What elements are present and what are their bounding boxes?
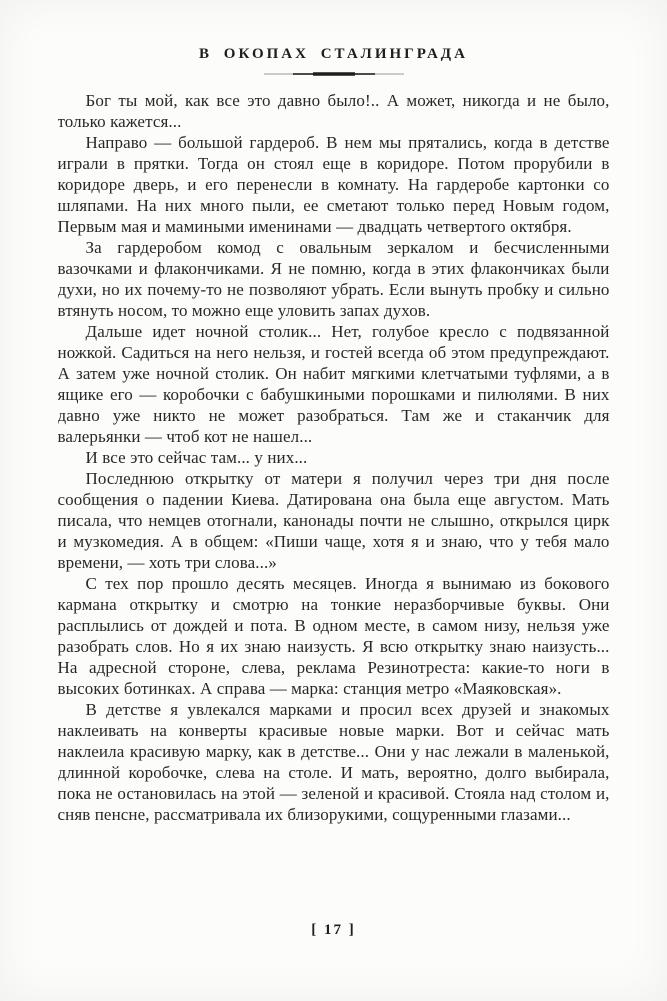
tapered-rule-icon	[263, 70, 405, 78]
body-text	[58, 90, 610, 825]
paragraph-6: Последнюю открытку от матери я получил через три дня после сообщения о падении Киева. Датирована она была еще августом. Мать писала, что немцев отогнали, канонады почти не слышно, открылся цирк и музкомедия. А в общем: «Пиши чаще, хотя я и знаю, что у тебя мало времени, — хоть три слова...»	[57, 469, 610, 572]
running-title: В ОКОПАХ СТАЛИНГРАДА	[199, 46, 468, 62]
paragraph-3: За гардеробом комод с овальным зеркалом и бесчисленными вазочками и флакончиками. Я не помню, когда в этих флакончиках были духи, но их почему-то не позволяют убрать. Если вынуть пробку и сильно втянуть носом, то можно еще уловить запах духов.	[57, 238, 610, 320]
page-number: [ 17 ]	[311, 922, 356, 938]
paragraph-4: Дальше идет ночной столик... Нет, голубое кресло с подвязанной ножкой. Садиться на него нельзя, и гостей всегда об этом предупреждают. А затем уже ночной столик. Он набит мягкими клетчатыми туфлями, а в ящике его — коробочки с бабушкиными порошками и пилюлями. В них давно уже никто не может разобраться. Там же и стаканчик для валерьянки — чтоб кот не нашел...	[57, 322, 610, 446]
paragraph-7: С тех пор прошло десять месяцев. Иногда я вынимаю из бокового кармана открытку и смотрю на тонкие неразборчивые буквы. Они расплылись от дождей и пота. В одном месте, в самом низу, нельзя уже разобрать слов. Но я их знаю наизусть. Я всю открытку знаю наизусть... На адресной стороне, слева, реклама Резинотреста: какие-то ноги в высоких ботинках. А справа — марка: станция метро «Маяковская».	[57, 574, 610, 698]
paragraph-5: И все это сейчас там... у них...	[85, 448, 308, 467]
paragraph-8: В детстве я увлекался марками и просил всех друзей и знакомых наклеивать на конверты красивые новые марки. Вот и сейчас мать наклеила красивую марку, как в детстве... Они у нас лежали в маленькой, длинной коробочке, слева на столе. И мать, вероятно, долго выбирала, пока не остановилась на этой — зеленой и красивой. Стояла над столом и, сняв пенсне, рассматривала их близорукими, сощуренными глазами...	[57, 700, 610, 824]
paragraph-2: Направо — большой гардероб. В нем мы прятались, когда в детстве играли в прятки. Тогда он стоял еще в коридоре. Потом прорубили в коридоре дверь, и его перенесли в комнату. На гардеробе картонки со шляпами. На них много пыли, ее сметают только перед Новым годом, Первым мая и мамиными именинами — двадцать четвертого октября.	[57, 133, 610, 236]
paragraph-1: Бог ты мой, как все это давно было!.. А может, никогда и не было, только кажется...	[57, 91, 610, 131]
page-header	[0, 0, 667, 78]
section-divider-ornament	[0, 70, 667, 78]
